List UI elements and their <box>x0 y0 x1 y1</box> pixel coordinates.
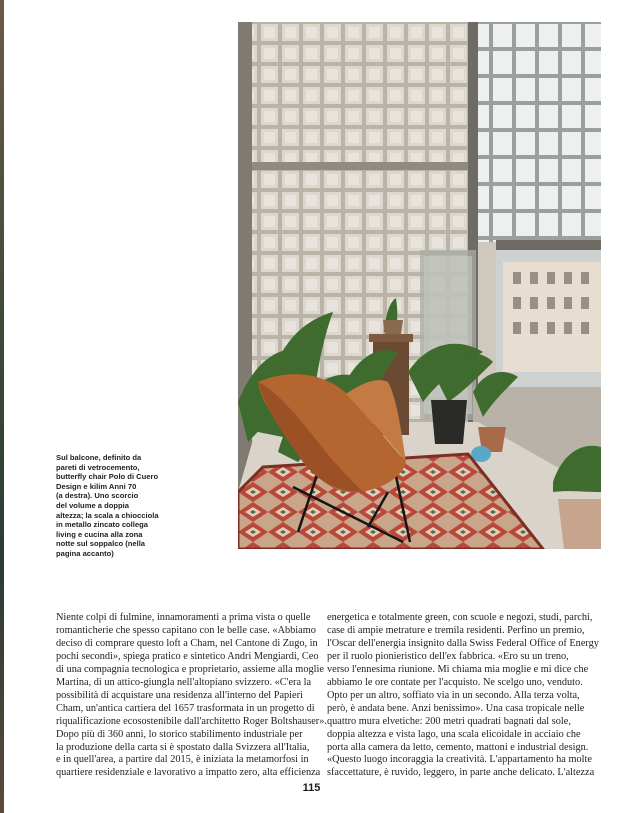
body-column-left <box>56 612 327 780</box>
caption-line: altezza; la scala a chiocciola <box>56 510 159 520</box>
photo-caption <box>56 453 186 559</box>
body-line: Opto per un altro, soffiato via in un secondo. Alla terza volta, <box>327 689 580 701</box>
caption-line: del volume a doppia <box>56 500 129 510</box>
body-line: «Questo luogo incoraggia la creatività. L'appartamento ha molte <box>327 754 592 766</box>
caption-line: Design e kilim Anni 70 <box>56 481 137 491</box>
body-line: energetica e totalmente green, con scuole e negozi, studi, parchi, <box>327 612 593 623</box>
body-line: e in quell'area, a partire dal 2015, è iniziata la metamorfosi in <box>56 754 309 766</box>
body-line: case di ampie metrature e tremila residenti. Perfino un premio, <box>327 624 585 636</box>
caption-line: Sul balcone, definito da <box>56 453 142 462</box>
page-number: 115 <box>302 782 321 794</box>
body-line: Niente colpi di fulmine, innamoramenti a prima vista o quelle <box>56 612 311 623</box>
caption-line: notte sul soppalco (nella <box>56 539 146 549</box>
body-line: riqualificazione ecosostenibile dall'architetto Roger Boltshauser». <box>56 715 327 727</box>
caption-line: butterfly chair Polo di Cuero <box>56 472 159 482</box>
body-line: la produzione della carta si è spostato dalla Svizzera all'Italia, <box>56 741 310 753</box>
caption-line: living e cucina alla zona <box>56 529 143 539</box>
body-line: però, è andata bene. Anzi benissimo». Una casa tropicale nelle <box>327 702 585 714</box>
body-line: quattro mura elvetiche: 200 metri quadrati bagnati dal sole, <box>327 715 571 727</box>
caption-line: pagina accanto) <box>56 548 114 558</box>
body-line: Martina, di un attico-giungla nell'altopiano svizzero. «C'era la <box>56 676 312 688</box>
body-line: porta alla camera da letto, cemento, mattoni e industrial design. <box>327 741 589 753</box>
previous-page-edge <box>0 0 4 813</box>
body-line: abbiamo le ore contate per l'acquisto. Ne scelgo uno, venduto. <box>327 676 583 688</box>
body-line: Cham, un'antica cartiera del 1657 trasformata in un progetto di <box>56 702 315 714</box>
balcony-photo <box>238 22 601 549</box>
body-column-right <box>327 612 599 780</box>
body-line: sfaccettature, è ruvido, leggero, in parte anche delicato. L'altezza <box>327 767 595 779</box>
body-line: deciso di comprare questo loft a Cham, nel Cantone di Zugo, in <box>56 637 318 649</box>
body-line: verso l'ennesima riunione. Mi chiama mia moglie e mi dice che <box>327 663 589 675</box>
body-line: quartiere residenziale e lavorativo a impatto zero, alta efficienza <box>56 767 321 779</box>
body-line: per il ruolo pionieristico dell'ex fabbrica. «Ero su un treno, <box>327 650 569 662</box>
body-line: l'Oscar dell'energia insignito dalla Swiss Federal Office of Energy <box>327 637 599 649</box>
body-line: doppia altezza e vista lago, una scala elicoidale in acciaio che <box>327 728 581 740</box>
caption-line: in metallo zincato collega <box>56 520 148 530</box>
caption-line: pareti di vetrocemento, <box>56 462 140 472</box>
body-line: di una compagnia tecnologica e proprietario, assieme alla moglie <box>56 663 324 675</box>
body-line: Dopo più di 360 anni, lo storico stabilimento industriale per <box>56 728 303 740</box>
caption-line: (a destra). Uno scorcio <box>56 491 139 501</box>
body-line: possibilità di acquistare una residenza all'interno del Papieri <box>56 689 303 701</box>
body-line: romanticherie che spesso capitano con le belle case. «Abbiamo <box>56 624 316 636</box>
body-line: pochi secondi», spiega pratico e sintetico Andri Mengiardi, Ceo <box>56 650 319 662</box>
